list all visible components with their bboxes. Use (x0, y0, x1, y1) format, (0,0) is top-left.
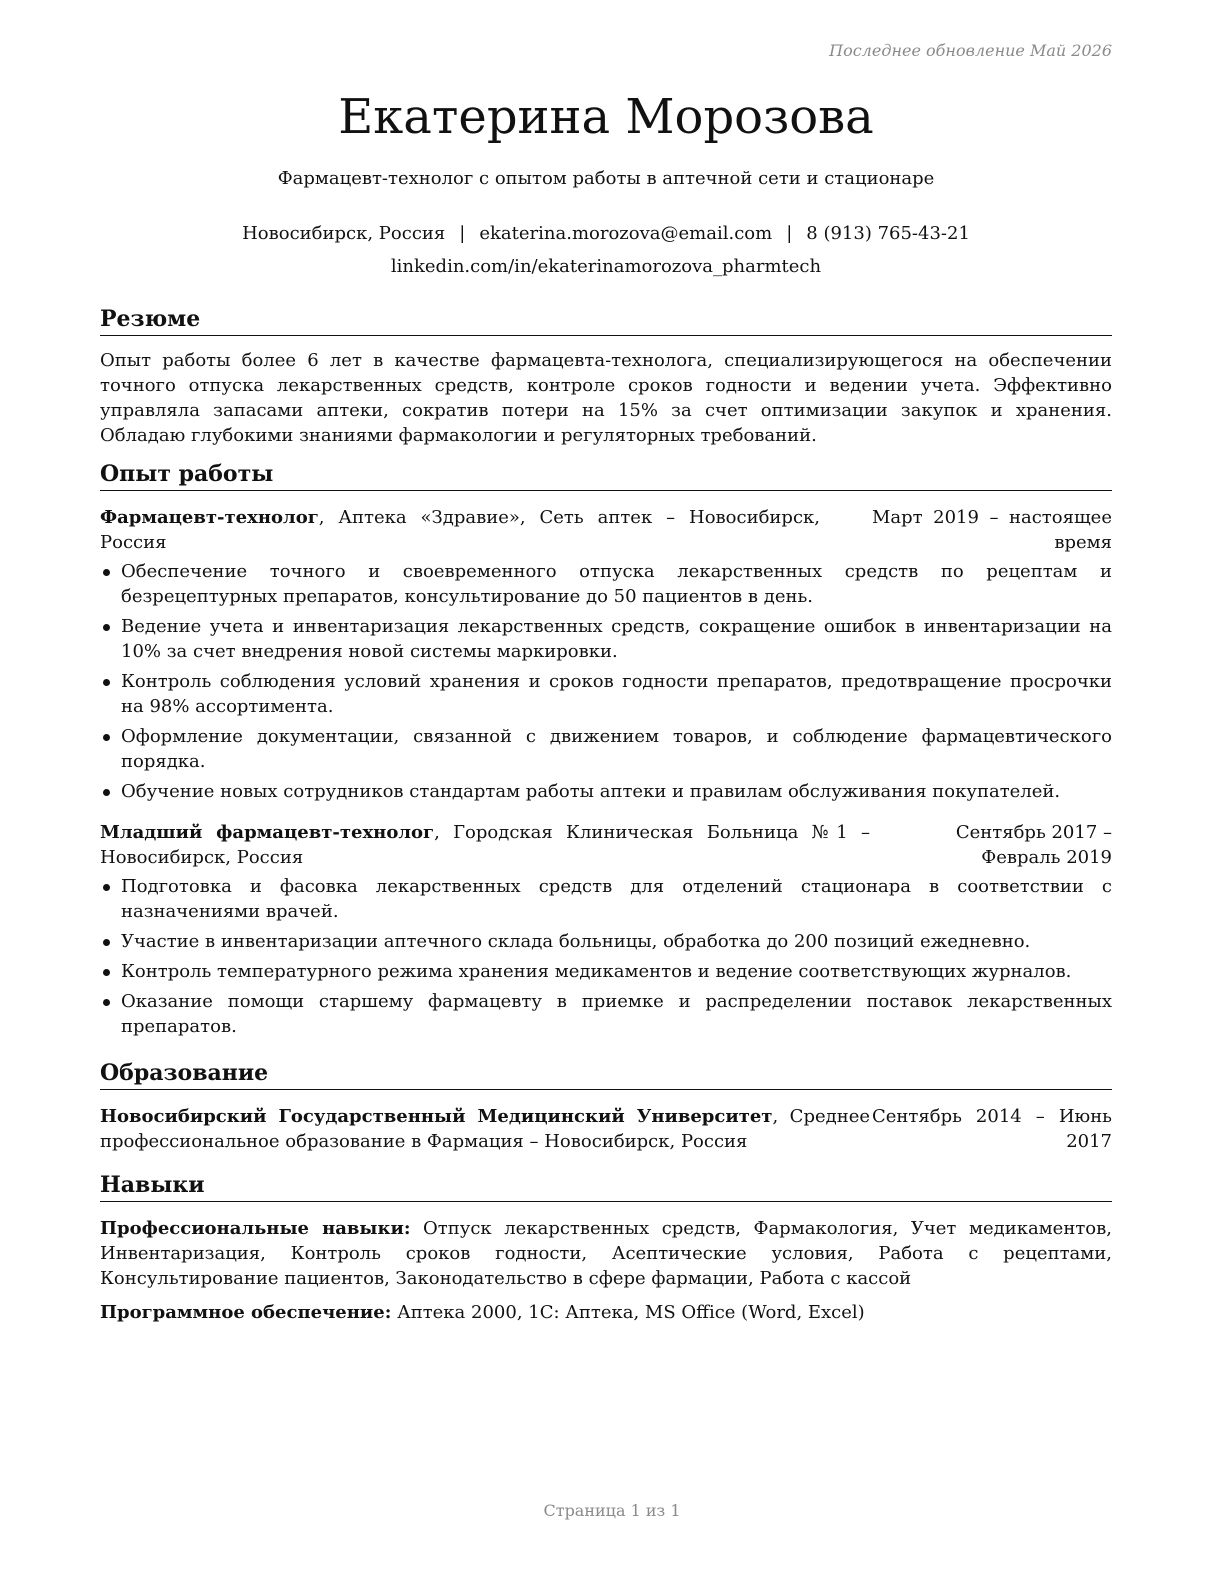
job-dates: Сентябрь 2017 – Февраль 2019 (955, 822, 1112, 868)
skills-software-label: Программное обеспечение: (100, 1302, 392, 1323)
job-entry (100, 505, 1112, 804)
email-link[interactable]: ekaterina.morozova@email.com (479, 223, 773, 244)
location: Новосибирск, Россия (242, 223, 446, 244)
skills-professional (100, 1216, 1112, 1291)
contact-block (100, 217, 1112, 283)
job-org: , Аптека «Здравие», Сеть аптек – Новосибирск, Россия (100, 507, 820, 553)
school-name: Новосибирский Государственный Медицинский Университет (100, 1106, 773, 1127)
education-section (100, 1059, 1112, 1154)
candidate-name: Екатерина Морозова (338, 89, 874, 145)
summary-section (100, 305, 1112, 448)
contact-line (100, 217, 1112, 250)
job-title-line (100, 505, 820, 555)
education-entry (100, 1104, 1112, 1154)
experience-section (100, 460, 1112, 1039)
job-title-line (100, 820, 870, 870)
bullet-item: Обеспечение точного и своевременного отпуска лекарственных средств по рецептам и безрецептурных препаратов, консультирование до 50 пациентов в день. (100, 559, 1112, 609)
linkedin-link[interactable]: linkedin.com/in/ekaterinamorozova_pharmtech (390, 256, 822, 277)
phone: 8 (913) 765-43-21 (806, 223, 970, 244)
page-number: Страница 1 из 1 (543, 1501, 681, 1520)
education-dates: Сентябрь 2014 – Июнь 2017 (872, 1106, 1112, 1152)
bullet-item: Оформление документации, связанной с движением товаров, и соблюдение фармацевтического порядка. (100, 724, 1112, 774)
section-title-summary: Резюме (100, 305, 1112, 336)
bullet-item: Обучение новых сотрудников стандартам работы аптеки и правилам обслуживания покупателей. (100, 779, 1112, 804)
job-entry (100, 820, 1112, 1039)
job-dates: Март 2019 – настоящее время (872, 507, 1112, 553)
section-title-skills: Навыки (100, 1171, 1112, 1202)
education-details: , Среднее профессиональное образование в Фармация – Новосибирск, Россия (100, 1106, 871, 1152)
job-header (100, 820, 1112, 870)
bullet-item: Контроль соблюдения условий хранения и сроков годности препаратов, предотвращение просрочки на 98% ассортимента. (100, 669, 1112, 719)
job-bullets (100, 559, 1112, 804)
section-title-education: Образование (100, 1059, 1112, 1090)
skills-professional-label: Профессиональные навыки: (100, 1218, 411, 1239)
separator: | (786, 223, 793, 244)
job-header (100, 505, 1112, 555)
bullet-item: Ведение учета и инвентаризация лекарственных средств, сокращение ошибок в инвентаризации на 10% за счет внедрения новой системы маркировки. (100, 614, 1112, 664)
education-header (100, 1104, 1112, 1154)
job-org: , Городская Клиническая Больница №1 – Новосибирск, Россия (100, 822, 871, 868)
job-bullets (100, 874, 1112, 1039)
resume-page (100, 40, 1112, 1325)
bullet-item: Участие в инвентаризации аптечного склада больницы, обработка до 200 позиций ежедневно. (100, 929, 1112, 954)
bullet-item: Контроль температурного режима хранения медикаментов и ведение соответствующих журналов. (100, 959, 1112, 984)
skills-section (100, 1171, 1112, 1325)
skills-software-list: Аптека 2000, 1С: Аптека, MS Office (Word, Excel) (391, 1302, 865, 1323)
summary-text: Опыт работы более 6 лет в качестве фармацевта-технолога, специализирующегося на обеспечении точного отпуска лекарственных средств, контроле сроков годности и ведении учета. Эффективно управляла запасами аптеки, сократив потери на 15% за счет оптимизации закупок и хранения. Обладаю глубокими знаниями фармакологии и регуляторных требований. (100, 350, 1112, 446)
education-line (100, 1104, 870, 1154)
bullet-item: Оказание помощи старшему фармацевту в приемке и распределении поставок лекарственных препаратов. (100, 989, 1112, 1039)
job-role: Младший фармацевт-технолог (100, 822, 435, 843)
skills-software (100, 1300, 1112, 1325)
bullet-item: Подготовка и фасовка лекарственных средств для отделений стационара в соответствии с назначениями врачей. (100, 874, 1112, 924)
last-updated: Последнее обновление Май 2026 (829, 41, 1112, 60)
separator: | (459, 223, 466, 244)
skills-professional-list: Отпуск лекарственных средств, Фармакология, Учет медикаментов, Инвентаризация, Контроль сроков годности, Асептические условия, Работа с рецептами, Консультирование пациентов, Законодательство в сфере фармации, Работа с кассой (100, 1218, 1112, 1289)
headline: Фармацевт-технолог с опытом работы в аптечной сети и стационаре (277, 168, 935, 189)
job-role: Фармацевт-технолог (100, 507, 319, 528)
section-title-experience: Опыт работы (100, 460, 1112, 491)
